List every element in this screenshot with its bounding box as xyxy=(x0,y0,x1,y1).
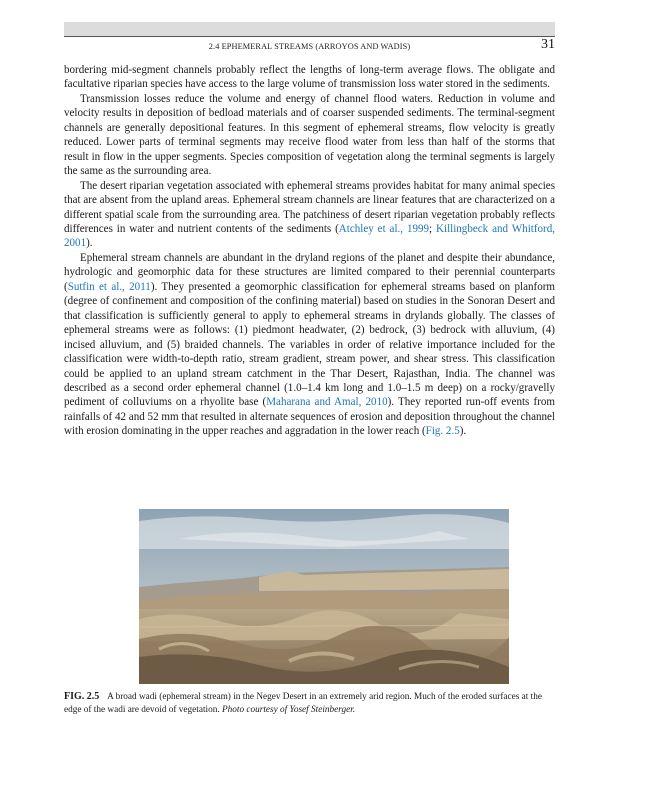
citation-link[interactable]: Maharana and Amal, 2010 xyxy=(266,396,388,409)
paragraph xyxy=(64,179,555,251)
header-bar xyxy=(64,22,555,36)
figure-photo xyxy=(139,509,509,684)
paragraph-text: ; xyxy=(429,222,437,235)
paragraph xyxy=(64,92,555,179)
figure-label: FIG. 2.5 xyxy=(64,691,100,702)
wadi-landscape-image xyxy=(139,509,509,684)
paragraph-text: ). They reported run-off events from rainfalls of 42 and 52 mm that resulted in alternate sequences of erosion and deposition throughout the channel with erosion dominating in the upper reaches and aggradation in the lower reach ( xyxy=(64,396,555,438)
paragraph-text: Ephemeral stream channels are abundant in the dryland regions of the planet and despite their abundance, hydrologic and geomorphic data for these structures are limited compared to their perennial counterparts ( xyxy=(64,251,555,293)
paragraph xyxy=(64,251,555,439)
citation-link[interactable]: Killingbeck and Whitford, 2001 xyxy=(64,222,555,250)
citation-link[interactable]: Fig. 2.5 xyxy=(425,425,460,438)
figure-caption-text: A broad wadi (ephemeral stream) in the Negev Desert in an extremely arid region. Much of the eroded surfaces at the edge of the wadi are devoid of vegetation. xyxy=(64,692,542,715)
paragraph-text: Transmission losses reduce the volume and energy of channel flood waters. Reduction in volume and velocity results in deposition of bedload materials and of coarser suspended sediments. The terminal-segment channels are generally depositional features. In this segment of ephemeral streams, flow velocity is greatly reduced. Lower parts of terminal segments may receive flood water from less than half of the storms that result in flow in the upper segments. Species composition of vegetation along the terminal segments is largely the same as the surrounding area. xyxy=(64,92,555,178)
header-rule xyxy=(64,36,555,37)
figure-credit: Photo courtesy of Yosef Steinberger. xyxy=(221,705,356,715)
paragraph-text: bordering mid-segment channels probably reflect the lengths of long-term average flows. The obligate and facultative riparian species have access to the large volume of transmission loss water stored in the sediments. xyxy=(64,64,555,91)
paragraph-text: ). They presented a geomorphic classification for ephemeral streams based on planform (degree of confinement and composition of the confining material) based on studies in the Sonoran Desert and that classification is sufficiently general to apply to ephemeral streams in drylands globally. The classes of ephemeral streams were as follows: (1) piedmont headwater, (2) bedrock, (3) bedrock with alluvium, (4) incised alluvium, and (5) braided channels. The variables in order of relative importance included for the classification were width-to-depth ratio, stream gradient, stream power, and shear stress. This classification could be applied to an upland stream catchment in the Thar Desert, Rajasthan, India. The channel was described as a second order ephemeral channel (1.0–1.4 km long and 1.0–1.5 m deep) on a rocky/gravelly pediment of colluviums on a rhyolite base ( xyxy=(64,280,555,409)
citation-link[interactable]: Sutfin et al., 2011 xyxy=(67,280,151,293)
citation-link[interactable]: Atchley et al., 1999 xyxy=(338,222,430,235)
page-number: 31 xyxy=(541,37,555,52)
body-text xyxy=(64,63,555,439)
paragraph xyxy=(64,63,555,92)
paragraph-text: The desert riparian vegetation associated with ephemeral streams provides habitat for many animal species that are absent from the upland areas. Ephemeral stream channels are linear features that are characterized on a different spatial scale from the surrounding area. The patchiness of desert riparian vegetation probably reflects differences in water and nutrient contents of the sediments ( xyxy=(64,179,555,235)
running-head: 2.4 EPHEMERAL STREAMS (ARROYOS AND WADIS) xyxy=(208,42,411,51)
paragraph-text: ). xyxy=(86,237,93,250)
figure-caption xyxy=(64,690,555,717)
paragraph-text: ). xyxy=(459,425,467,438)
